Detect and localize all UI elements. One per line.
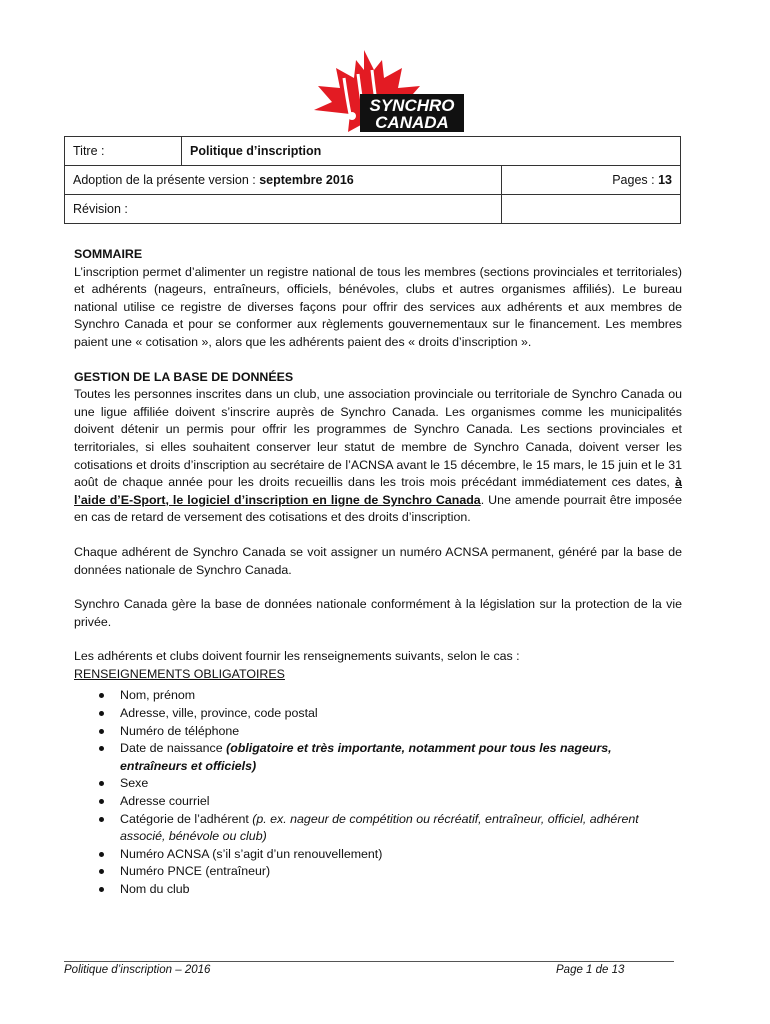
title-label: Titre : [65,137,182,166]
list-item: Numéro de téléphone [74,723,682,741]
list-item: Sexe [74,775,682,793]
revision-label: Révision : [65,195,502,224]
gestion-paragraph-4: Les adhérents et clubs doivent fournir les renseignements suivants, selon le cas : [74,649,520,664]
required-info-heading: RENSEIGNEMENTS OBLIGATOIRES [74,666,285,681]
pages-cell: Pages : 13 [502,166,681,195]
list-item: Nom du club [74,881,682,899]
logo-line1: SYNCHRO [369,96,455,115]
list-item: Numéro PNCE (entraîneur) [74,863,682,881]
esport-link[interactable]: à l’aide d’E-Sport, le logiciel d’inscription en ligne de Synchro Canada [74,475,682,507]
footer-divider [64,961,674,962]
gestion-paragraph-2: Chaque adhérent de Synchro Canada se voit assigner un numéro ACNSA permanent, généré par la base de données nationale de Synchro Canada. [74,544,682,577]
gestion-paragraph-1: Toutes les personnes inscrites dans un club, une association provinciale ou territoriale de Synchro Canada ou une ligue affiliée doivent s’inscrire auprès de Synchro Canada. Les organismes comme les municipalités doivent détenir un permis pour offrir les programmes de Synchro Canada. Les sections provinciales et territoriales, si elles souhaitent conserver leur statut de membre de Synchro Canada, doivent verser les cotisations et droits d’inscription au secrétaire de l’ACNSA avant le 15 décembre, le 15 mars, le 15 juin et le 31 août de chaque année pour les droits recueillis dans les trois mois précédant immédiatement ces dates, à l’aide d’E-Sport, le logiciel d’inscription en ligne de Synchro Canada. Une amende pourrait être imposée en cas de retard de versement des cotisations et des droits d’inscription. [74,387,683,525]
list-item: Nom, prénom [74,687,682,705]
footer-document-title: Politique d’inscription – 2016 [64,964,211,976]
list-item: Catégorie de l’adhérent (p. ex. nageur de compétition ou récréatif, entraîneur, officiel, adhérent associé, bénévole ou club) [74,811,682,846]
list-item: Adresse, ville, province, code postal [74,705,682,723]
maple-leaf-icon [286,48,472,134]
list-item: Adresse courriel [74,793,682,811]
sommaire-text: L’inscription permet d’alimenter un registre national de tous les membres (sections provinciales et territoriales) et adhérents (nageurs, entraîneurs, officiels, bénévoles, clubs et autres organismes affiliés). Le bureau national utilise ce registre de diverses façons pour offrir des services aux adhérents et aux membres de Synchro Canada et pour se conformer aux règlements gouvernementaux sur le financement. Les membres paient une « cotisation », alors que les adhérents paient des « droits d’inscription ». [74,264,682,349]
gestion-paragraph-3: Synchro Canada gère la base de données nationale conformément à la législation sur la protection de la vie privée. [74,597,682,629]
list-item: Numéro ACNSA (s’il s’agit d’un renouvellement) [74,846,682,864]
revision-value [502,195,681,224]
gestion-heading: GESTION DE LA BASE DE DONNÉES [74,369,294,384]
sommaire-heading: SOMMAIRE [74,247,143,261]
adoption-cell: Adoption de la présente version : septembre 2016 [65,166,502,195]
list-item: Date de naissance (obligatoire et très importante, notamment pour tous les nageurs, entraîneurs et officiels) [74,740,682,775]
title-value: Politique d’inscription [182,137,681,166]
document-body [74,246,682,899]
logo-line2: CANADA [375,113,449,132]
required-info-list [74,687,682,898]
synchro-canada-logo [286,48,472,134]
document-header-table [64,136,681,224]
footer-page-number: Page 1 de 13 [556,964,625,976]
